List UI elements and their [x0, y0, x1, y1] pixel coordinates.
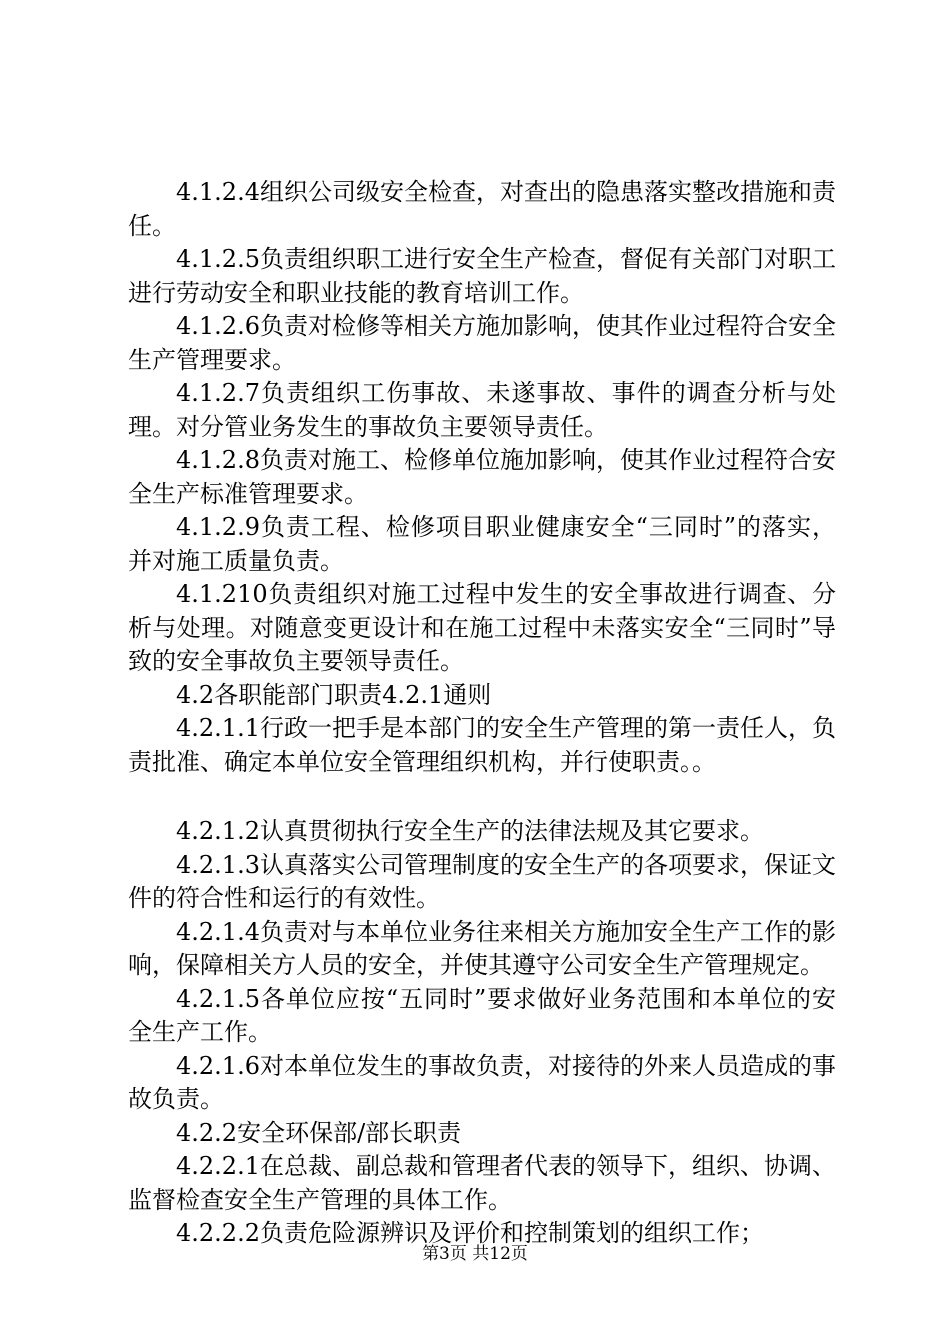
paragraph-4-2-1-3: 4.2.1.3认真落实公司管理制度的安全生产的各项要求，保证文件的符合性和运行的有效性。: [128, 850, 836, 912]
paragraph-4-2-2-1: 4.2.2.1在总裁、副总裁和管理者代表的领导下，组织、协调、监督检查安全生产管理的具体工作。: [128, 1152, 836, 1214]
paragraph-4-1-2-4: 4.1.2.4组织公司级安全检查，对查出的隐患落实整改措施和责任。: [128, 178, 836, 240]
paragraph-4-1-2-6: 4.1.2.6负责对检修等相关方施加影响，使其作业过程符合安全生产管理要求。: [128, 312, 836, 374]
paragraph-4-2-1-1: 4.2.1.1行政一把手是本部门的安全生产管理的第一责任人，负责批准、确定本单位安全管理组织机构，并行使职责。。: [128, 714, 836, 776]
section-heading-4-2: 4.2各职能部门职责4.2.1通则: [176, 680, 492, 709]
page-footer: [0, 1244, 950, 1264]
paragraph-4-2-1-6: 4.2.1.6对本单位发生的事故负责，对接待的外来人员造成的事故负责。: [128, 1051, 836, 1113]
page-number-label: 第3页 共12页: [422, 1244, 528, 1264]
paragraph-4-1-2-9: 4.1.2.9负责工程、检修项目职业健康安全“三同时”的落实，并对施工质量负责。: [128, 513, 836, 575]
paragraph-4-2-1-5: 4.2.1.5各单位应按“五同时”要求做好业务范围和本单位的安全生产工作。: [128, 984, 836, 1046]
paragraph-4-2-1-2: 4.2.1.2认真贯彻执行安全生产的法律法规及其它要求。: [176, 817, 764, 845]
paragraph-gap: [128, 779, 836, 815]
document-body: [128, 176, 836, 1251]
paragraph-4-1-2-7: 4.1.2.7负责组织工伤事故、未遂事故、事件的调查分析与处理。对分管业务发生的事故负主要领导责任。: [128, 379, 836, 441]
paragraph-4-1-2-5: 4.1.2.5负责组织职工进行安全生产检查，督促有关部门对职工进行劳动安全和职业技能的教育培训工作。: [128, 245, 836, 307]
paragraph-4-2-2-2: 4.2.2.2负责危险源辨识及评价和控制策划的组织工作；: [176, 1219, 764, 1247]
paragraph-4-1-2-8: 4.1.2.8负责对施工、检修单位施加影响，使其作业过程符合安全生产标准管理要求。: [128, 446, 836, 508]
section-heading-4-2-2: 4.2.2安全环保部/部长职责: [176, 1118, 462, 1147]
paragraph-4-1-2-10: 4.1.210负责组织对施工过程中发生的安全事故进行调查、分析与处理。对随意变更设计和在施工过程中未落实安全“三同时”导致的安全事故负主要领导责任。: [128, 580, 836, 675]
paragraph-4-2-1-4: 4.2.1.4负责对与本单位业务往来相关方施加安全生产工作的影响，保障相关方人员的安全，并使其遵守公司安全生产管理规定。: [128, 917, 836, 979]
